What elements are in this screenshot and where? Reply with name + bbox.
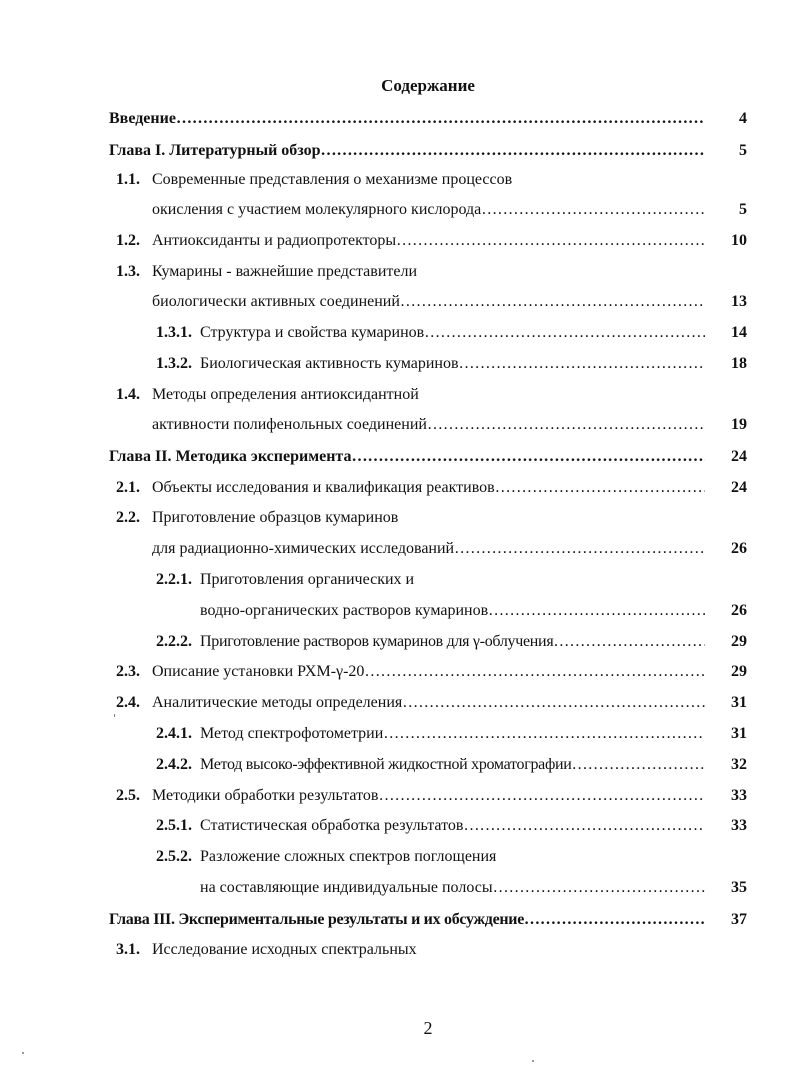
toc-entry-text: Статистическая обработка результатов ……………………………………………………………………………………………………………………………………………………………………………… [200, 815, 705, 837]
toc-entry-2-5-2[interactable] [0, 846, 793, 868]
toc-entry-page: 4 [739, 110, 747, 127]
toc-entry-text: окисления с участием молекулярного кислорода ……………………………………………………………………………………………………………………………………………………………………………… [152, 199, 705, 221]
toc-entry-1-1-cont[interactable] [0, 199, 793, 221]
toc-entry-page: 32 [731, 756, 747, 773]
toc-entry-page: 29 [731, 633, 747, 650]
toc-entry-1-4-cont[interactable] [0, 414, 793, 436]
toc-entry-page: 24 [731, 479, 747, 496]
toc-entry-2-3[interactable] [0, 661, 793, 683]
toc-entry-text: активности полифенольных соединений ……………………………………………………………………………………………………………………………………………………………………………… [152, 414, 705, 436]
toc-entry-page: 13 [731, 293, 747, 310]
toc-entry-1-3[interactable] [0, 261, 793, 283]
toc-entry-1-4[interactable] [0, 384, 793, 406]
toc-entry-page: 5 [739, 142, 747, 159]
scan-speck [532, 1060, 534, 1062]
toc-entry-text: Исследование исходных спектральных [152, 941, 417, 958]
toc-entry-text: Аналитические методы определения ……………………………………………………………………………………………………………………………………………………………………………… [152, 692, 705, 714]
toc-entry-1-3-2[interactable] [0, 353, 793, 375]
toc-entry-text: Глава III. Экспериментальные результаты и их обсуждение ……………………………………………………………………………………………………………………………………………………………………………… [109, 909, 705, 931]
toc-entry-page: 19 [731, 416, 747, 433]
toc-entry-2-5[interactable] [0, 785, 793, 807]
toc-entry-number: 2.1. [116, 479, 140, 496]
toc-entry-2-2-1[interactable] [0, 569, 793, 591]
toc-entry-1-3-1[interactable] [0, 322, 793, 344]
toc-entry-page: 24 [731, 448, 747, 465]
toc-entry-2-4-2[interactable] [0, 754, 793, 776]
toc-entry-2-2-cont[interactable] [0, 538, 793, 560]
toc-entry-number: 2.2. [116, 509, 140, 526]
toc-entry-introduction[interactable] [0, 108, 793, 130]
toc-entry-number: 1.3.2. [156, 355, 192, 372]
toc-entry-text: Биологическая активность кумаринов ……………………………………………………………………………………………………………………………………………………………………………… [200, 353, 705, 375]
toc-heading: Содержание [381, 76, 475, 95]
toc-entry-page: 14 [731, 324, 747, 341]
toc-entry-number: 2.4.2. [156, 756, 192, 773]
toc-entry-text: Описание установки РХМ-γ-20 ……………………………………………………………………………………………………………………………………………………………………………… [152, 661, 705, 683]
toc-entry-text: Приготовление образцов кумаринов [152, 509, 399, 526]
toc-entry-page: 35 [731, 879, 747, 896]
toc-entry-text: Метод высоко-эффективной жидкостной хроматографии ……………………………………………………………………………………………………………………………………………………………………………… [200, 754, 705, 776]
toc-entry-text: Кумарины - важнейшие представители [152, 263, 418, 280]
toc-entry-text: Глава I. Литературный обзор ……………………………………………………………………………………………………………………………………………………………………………… [109, 140, 705, 162]
toc-entry-2-2-1-cont[interactable] [0, 600, 793, 622]
toc-entry-number: 1.3.1. [156, 324, 192, 341]
toc-entry-chapter-3[interactable] [0, 909, 793, 931]
toc-entry-text: для радиационно-химических исследований ……………………………………………………………………………………………………………………………………………………………………………… [152, 538, 705, 560]
toc-entry-page: 5 [739, 201, 747, 218]
toc-entry-1-1[interactable] [0, 169, 793, 191]
toc-entry-2-2[interactable] [0, 507, 793, 529]
toc-entry-1-3-cont[interactable] [0, 291, 793, 313]
toc-entry-number: 2.5.2. [156, 848, 192, 865]
toc-entry-number: 1.2. [116, 232, 140, 249]
toc-entry-page: 31 [731, 725, 747, 742]
toc-entry-number: 1.4. [116, 386, 140, 403]
toc-entry-number: 2.4. [116, 694, 140, 711]
toc-entry-3-1[interactable] [0, 939, 793, 961]
toc-entry-text: Методики обработки результатов ……………………………………………………………………………………………………………………………………………………………………………… [152, 785, 705, 807]
toc-entry-number: 2.2.1. [156, 571, 192, 588]
toc-entry-text: Приготовления органических и [200, 571, 415, 588]
scan-speck [22, 1052, 24, 1054]
toc-entry-number: 2.3. [116, 663, 140, 680]
toc-entry-page: 33 [731, 817, 747, 834]
toc-entry-2-2-2[interactable] [0, 631, 793, 653]
toc-entry-page: 31 [731, 694, 747, 711]
toc-entry-text: Современные представления о механизме процессов [152, 171, 513, 188]
toc-entry-text: водно-органических растворов кумаринов ……………………………………………………………………………………………………………………………………………………………………………… [200, 600, 705, 622]
toc-entry-chapter-2[interactable] [0, 446, 793, 468]
toc-entry-text: Методы определения антиоксидантной [152, 386, 419, 403]
scan-speck [114, 714, 115, 717]
toc-entry-page: 18 [731, 355, 747, 372]
toc-entry-number: 2.5.1. [156, 817, 192, 834]
toc-entry-number: 1.1. [116, 171, 140, 188]
toc-entry-chapter-1[interactable] [0, 140, 793, 162]
toc-entry-text: Введение ……………………………………………………………………………………………………………………………………………………………………………… [109, 108, 705, 130]
toc-entry-text: Объекты исследования и квалификация реактивов ……………………………………………………………………………………………………………………………………………………………………………… [152, 477, 705, 499]
toc-entry-text: Приготовление растворов кумаринов для γ-облучения ……………………………………………………………………………………………………………………………………………………………………………… [200, 631, 705, 653]
toc-entry-page: 26 [731, 602, 747, 619]
toc-entry-page: 33 [731, 787, 747, 804]
toc-entry-page: 26 [731, 540, 747, 557]
toc-entry-number: 2.2.2. [156, 633, 192, 650]
toc-entry-text: биологически активных соединений ……………………………………………………………………………………………………………………………………………………………………………… [152, 291, 705, 313]
toc-entry-2-4[interactable] [0, 692, 793, 714]
toc-entry-text: Антиоксиданты и радиопротекторы ……………………………………………………………………………………………………………………………………………………………………………… [152, 230, 705, 252]
toc-entry-number: 2.4.1. [156, 725, 192, 742]
toc-entry-text: Структура и свойства кумаринов ……………………………………………………………………………………………………………………………………………………………………………… [200, 322, 705, 344]
toc-entry-text: Глава II. Методика эксперимента ……………………………………………………………………………………………………………………………………………………………………………… [109, 446, 705, 468]
toc-entry-text: на составляющие индивидуальные полосы ……………………………………………………………………………………………………………………………………………………………………………… [200, 877, 705, 899]
toc-entry-number: 2.5. [116, 787, 140, 804]
toc-entry-page: 10 [731, 232, 747, 249]
toc-entry-page: 29 [731, 663, 747, 680]
toc-entry-2-4-1[interactable] [0, 723, 793, 745]
toc-entry-2-1[interactable] [0, 477, 793, 499]
toc-entry-page: 37 [731, 911, 747, 928]
toc-entry-1-2[interactable] [0, 230, 793, 252]
page-number: 2 [423, 1018, 433, 1038]
toc-entry-number: 1.3. [116, 263, 140, 280]
toc-entry-2-5-1[interactable] [0, 815, 793, 837]
toc-entry-text: Метод спектрофотометрии ……………………………………………………………………………………………………………………………………………………………………………… [200, 723, 705, 745]
toc-entry-2-5-2-cont[interactable] [0, 877, 793, 899]
toc-entry-text: Разложение сложных спектров поглощения [200, 848, 497, 865]
toc-entry-number: 3.1. [116, 941, 140, 958]
